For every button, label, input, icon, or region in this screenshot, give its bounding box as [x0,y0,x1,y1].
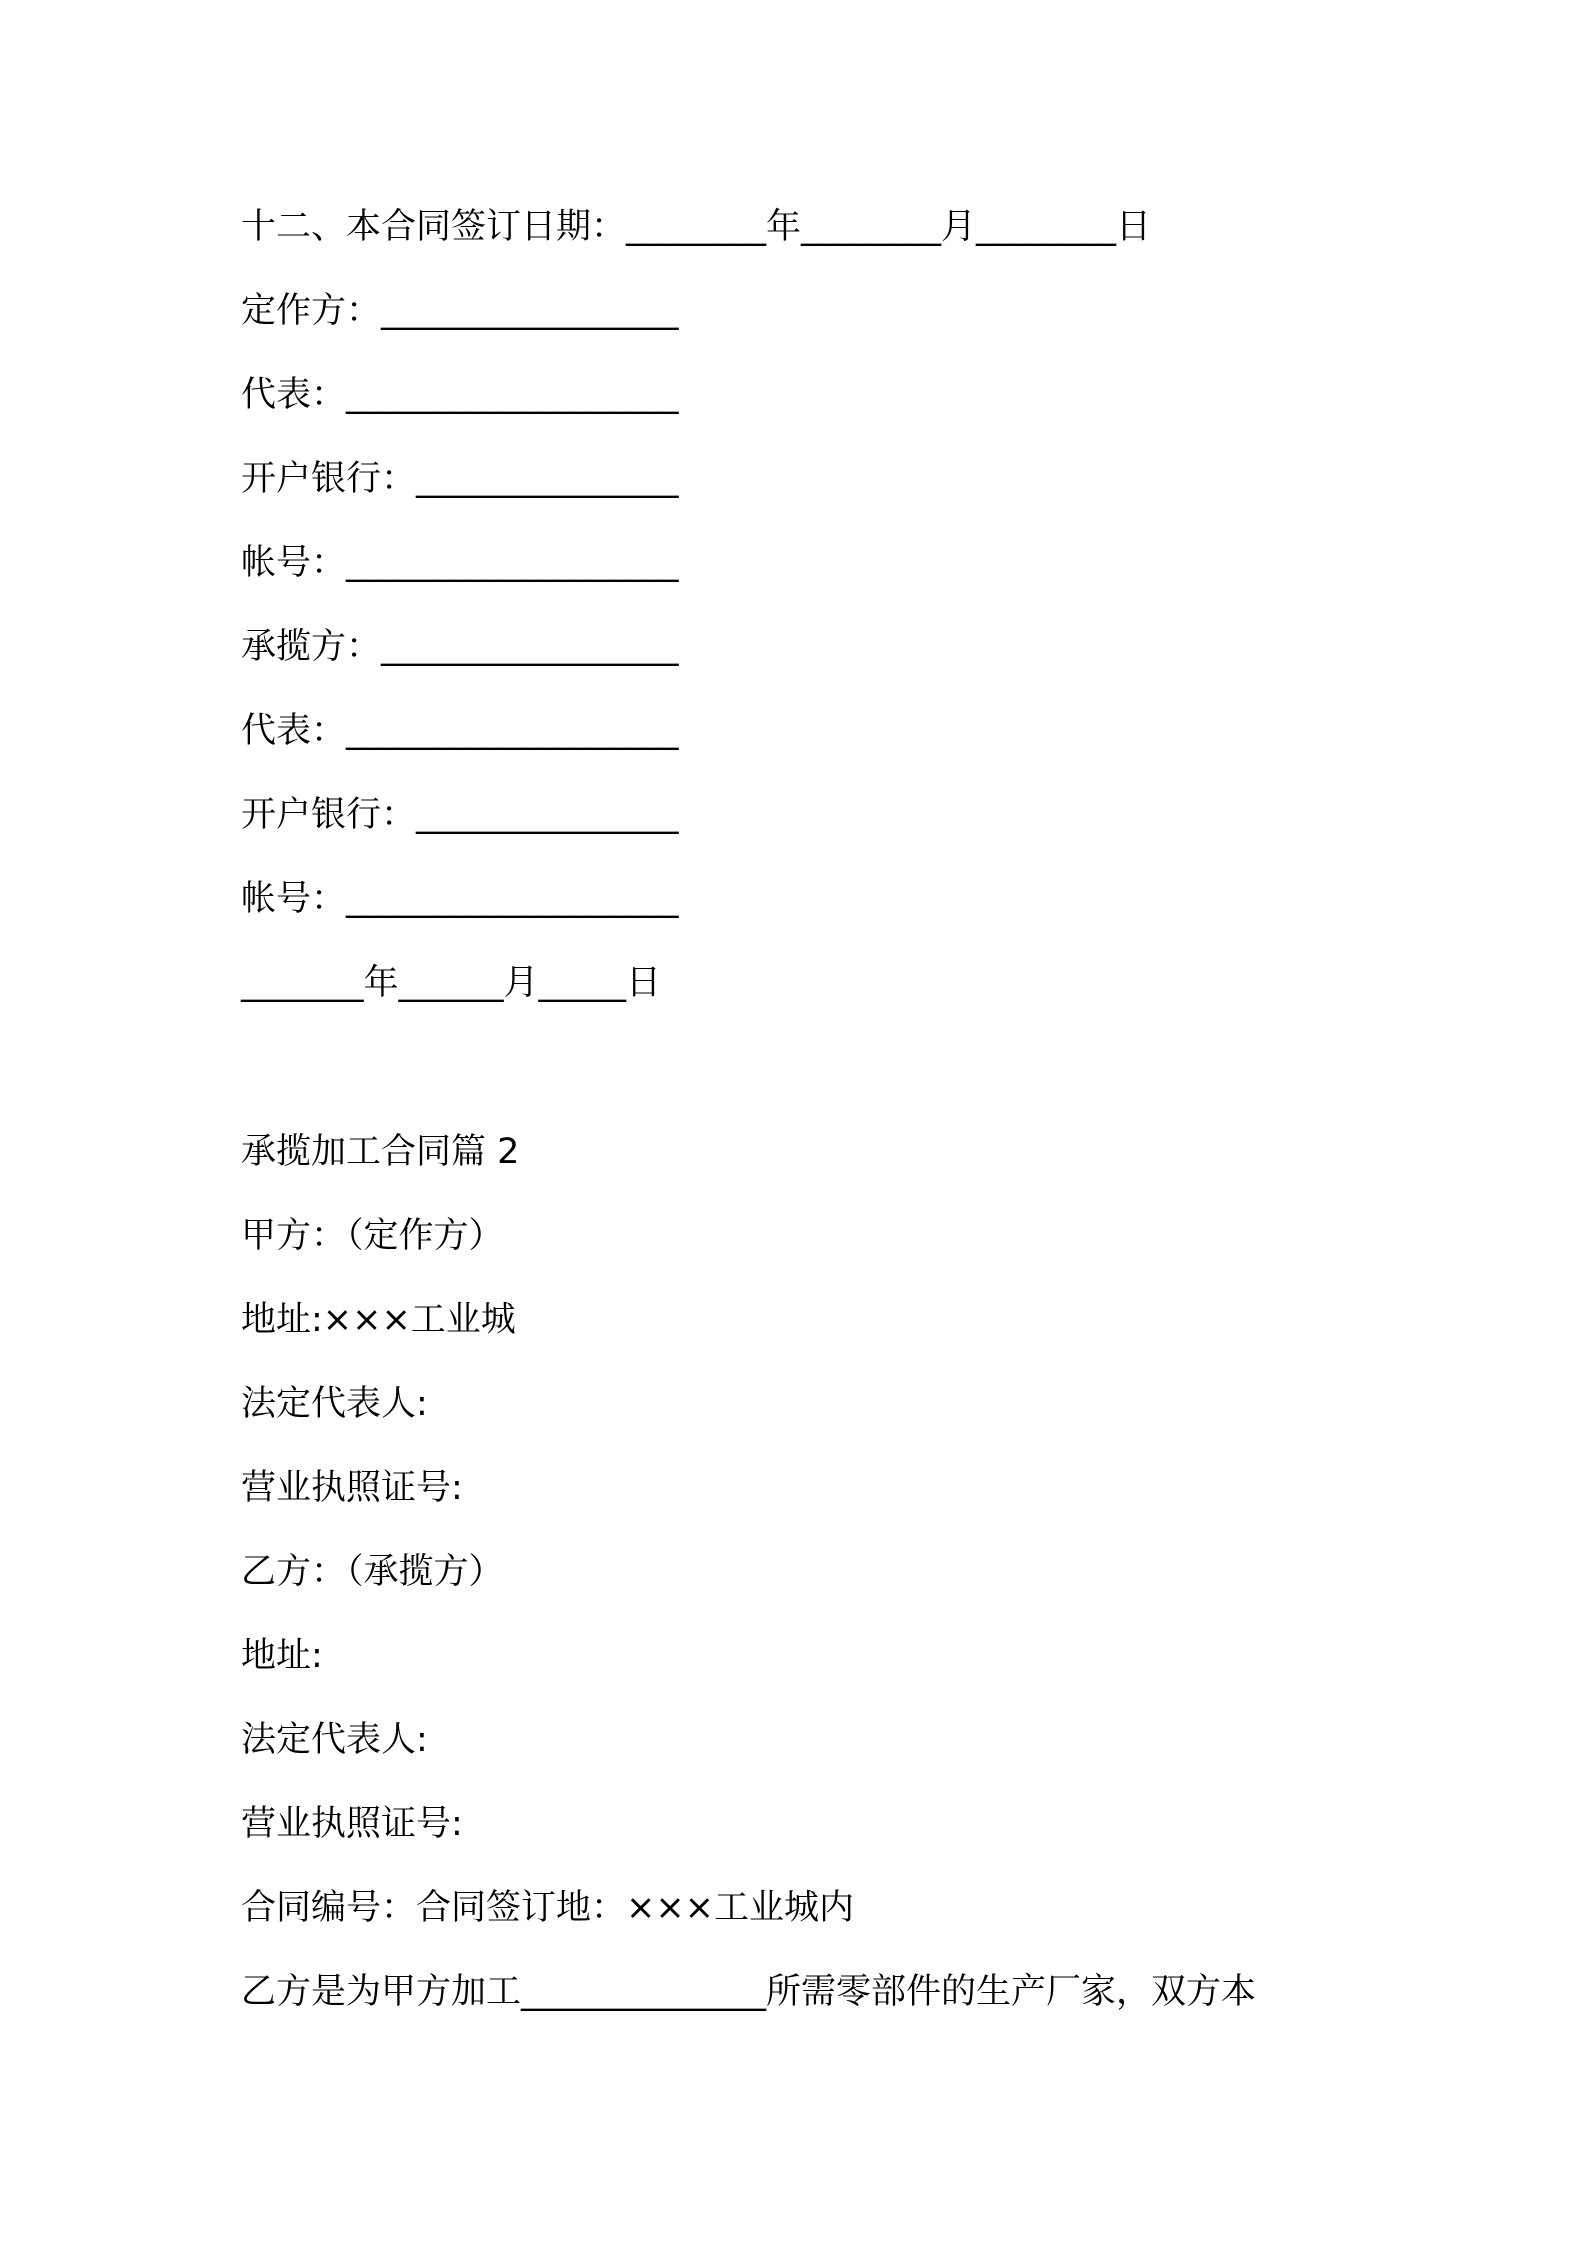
party-b-address: 地址: [241,1636,323,1676]
party-a-address: 地址:×××工业城 [241,1300,516,1340]
party-b-license: 营业执照证号: [241,1804,463,1844]
party-a-heading: 甲方：（定作方） [241,1216,504,1256]
signing-date-line: 十二、本合同签订日期：________年________月________日 [241,207,1152,247]
contractor-party-field: 承揽方：_________________ [241,627,679,667]
party-a-legal-rep: 法定代表人: [241,1384,428,1424]
party-a-license: 营业执照证号: [241,1468,463,1508]
ordering-bank-field: 开户银行：_______________ [241,459,679,499]
intro-paragraph: 乙方是为甲方加工______________所需零部件的生产厂家，双方本 [241,1972,1257,2012]
date-line: _______年______月_____日 [241,963,662,1003]
contract-2-title: 承揽加工合同篇 2 [241,1132,520,1172]
contractor-bank-field: 开户银行：_______________ [241,795,679,835]
ordering-account-field: 帐号：___________________ [241,543,679,583]
contractor-account-field: 帐号：___________________ [241,879,679,919]
party-b-legal-rep: 法定代表人: [241,1720,428,1760]
ordering-party-field: 定作方：_________________ [241,291,679,331]
party-b-heading: 乙方：（承揽方） [241,1552,504,1592]
contract-number-place: 合同编号：合同签订地：×××工业城内 [241,1888,854,1928]
contractor-representative-field: 代表：___________________ [241,711,679,751]
ordering-representative-field: 代表：___________________ [241,375,679,415]
